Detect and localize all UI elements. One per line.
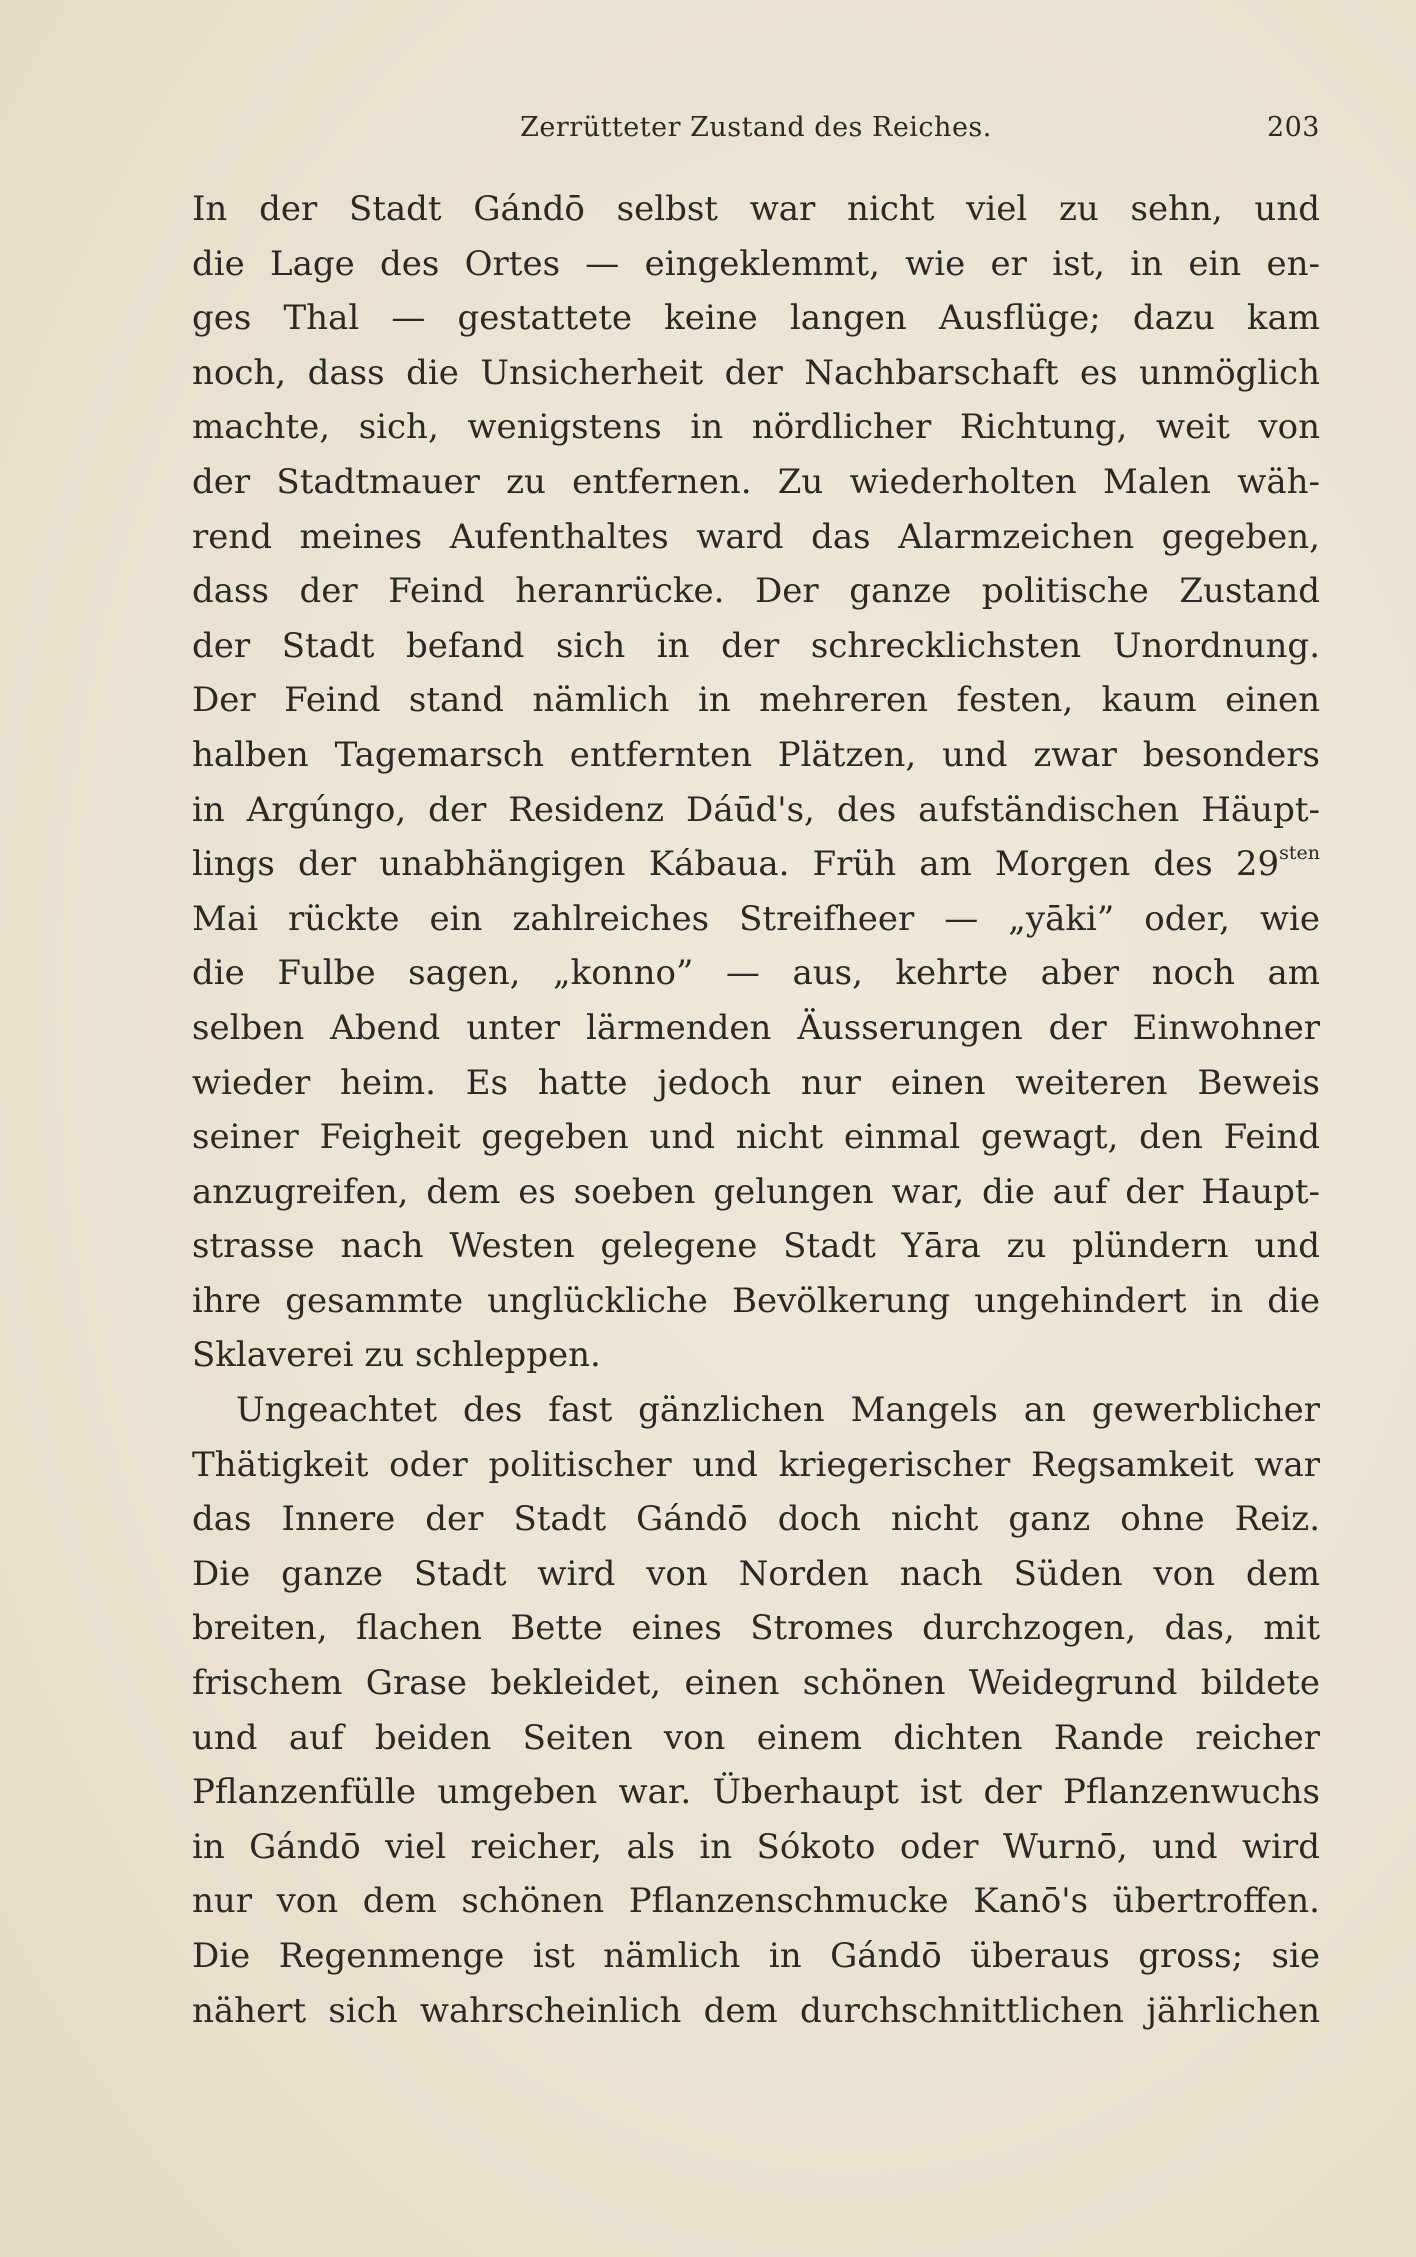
text-line: Thätigkeit oder politischer und kriegerischer Regsamkeit war bbox=[192, 1444, 1320, 1485]
text-line: Mai rückte ein zahlreiches Streifheer — „yāki” oder, wie bbox=[192, 898, 1320, 939]
page-number: 203 bbox=[1266, 112, 1320, 143]
text-line: Sklaverei zu schleppen. bbox=[192, 1335, 601, 1376]
text-line: In der Stadt Gándō selbst war nicht viel zu sehn, und bbox=[192, 189, 1320, 229]
text-line: selben Abend unter lärmenden Äusserungen der Einwohner bbox=[192, 1007, 1320, 1048]
text-line: rend meines Aufenthaltes ward das Alarmzeichen gegeben, bbox=[192, 516, 1320, 557]
text-line: die Fulbe sagen, „konno” — aus, kehrte aber noch am bbox=[192, 953, 1320, 994]
text-line: breiten, flachen Bette eines Stromes durchzogen, das, mit bbox=[192, 1608, 1320, 1649]
text-line: anzugreifen, dem es soeben gelungen war, die auf der Haupt- bbox=[192, 1171, 1320, 1212]
text-line: die Lage des Ortes — eingeklemmt, wie er ist, in ein en- bbox=[192, 243, 1320, 284]
text-line: der Stadt befand sich in der schrecklichsten Unordnung. bbox=[192, 625, 1320, 666]
text-line: Die Regenmenge ist nämlich in Gándō überaus gross; sie bbox=[192, 1936, 1320, 1976]
text-line: ihre gesammte unglückliche Bevölkerung ungehindert in die bbox=[192, 1280, 1320, 1321]
text-line: seiner Feigheit gegeben und nicht einmal gewagt, den Feind bbox=[192, 1117, 1320, 1158]
text-line: strasse nach Westen gelegene Stadt Yāra zu plündern und bbox=[192, 1226, 1320, 1267]
running-header bbox=[192, 106, 1320, 148]
text-line: nur von dem schönen Pflanzenschmucke Kanō's übertroffen. bbox=[192, 1881, 1320, 1922]
text-line: Ungeachtet des fast gänzlichen Mangels an gewerblicher bbox=[236, 1390, 1320, 1431]
text-line: ges Thal — gestattete keine langen Ausflüge; dazu kam bbox=[192, 298, 1320, 339]
body-text bbox=[192, 182, 1320, 2038]
text-line: nähert sich wahrscheinlich dem durchschnittlichen jährlichen bbox=[192, 1990, 1320, 2031]
text-line: halben Tagemarsch entfernten Plätzen, und zwar besonders bbox=[192, 734, 1320, 775]
text-line: und auf beiden Seiten von einem dichten Rande reicher bbox=[192, 1717, 1320, 1758]
text-line bbox=[192, 837, 1320, 892]
text-line: noch, dass die Unsicherheit der Nachbarschaft es unmöglich bbox=[192, 352, 1320, 393]
paragraph-1 bbox=[192, 182, 1320, 1383]
text-line: wieder heim. Es hatte jedoch nur einen weiteren Beweis bbox=[192, 1062, 1320, 1103]
text-line: frischem Grase bekleidet, einen schönen Weidegrund bildete bbox=[192, 1663, 1320, 1704]
text-line: in Argúngo, der Residenz Dáūd's, des aufständischen Häupt- bbox=[192, 789, 1320, 830]
paragraph-2 bbox=[192, 1383, 1320, 2038]
text-line: Pflanzenfülle umgeben war. Überhaupt ist der Pflanzenwuchs bbox=[192, 1772, 1320, 1813]
text-line: Der Feind stand nämlich in mehreren festen, kaum einen bbox=[192, 680, 1320, 721]
text-line: das Innere der Stadt Gándō doch nicht ganz ohne Reiz. bbox=[192, 1499, 1320, 1540]
text-line: machte, sich, wenigstens in nördlicher Richtung, weit von bbox=[192, 407, 1320, 448]
ordinal-suffix: sten bbox=[1279, 841, 1320, 864]
running-title: Zerrütteter Zustand des Reiches. bbox=[520, 112, 992, 143]
text-line-main: lings der unabhängigen Kábaua. Früh am Morgen des 29 bbox=[192, 844, 1280, 885]
text-line: in Gándō viel reicher, als in Sókoto oder Wurnō, und wird bbox=[192, 1826, 1320, 1867]
text-line: der Stadtmauer zu entfernen. Zu wiederholten Malen wäh- bbox=[192, 461, 1320, 502]
text-line: dass der Feind heranrücke. Der ganze politische Zustand bbox=[192, 571, 1320, 612]
text-line: Die ganze Stadt wird von Norden nach Süden von dem bbox=[192, 1553, 1320, 1594]
